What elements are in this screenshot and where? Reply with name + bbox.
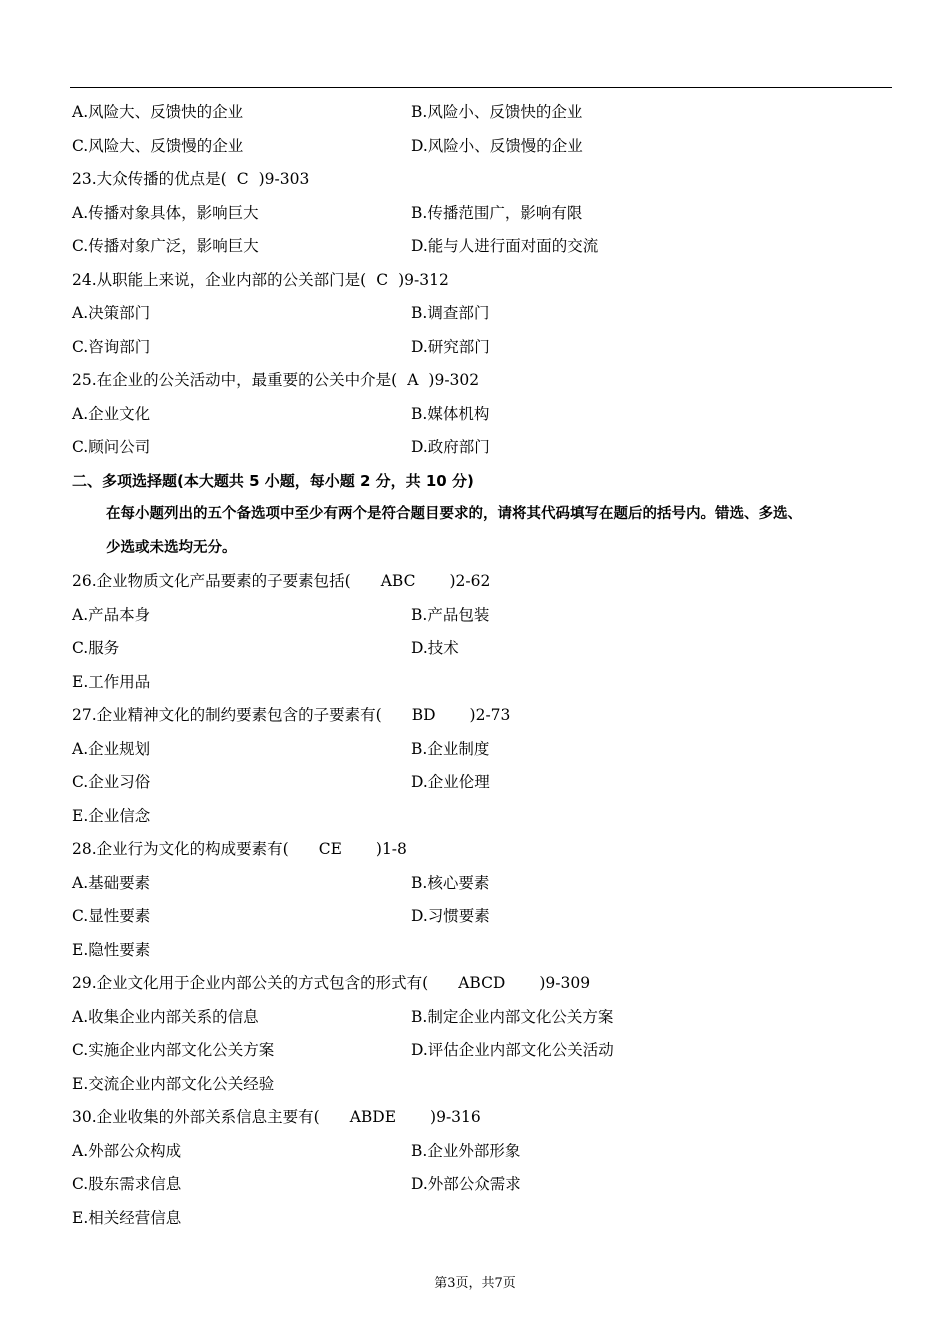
option-c: C.显性要素 bbox=[72, 907, 151, 925]
option-a: A.收集企业内部关系的信息 bbox=[72, 1007, 259, 1026]
option-a: A.企业文化 bbox=[72, 404, 151, 423]
option-c: C.企业习俗 bbox=[72, 773, 151, 791]
option-b: B.产品包装 bbox=[411, 605, 490, 624]
option-b: B.传播范围广，影响有限 bbox=[411, 203, 583, 222]
option-c: C.咨询部门 bbox=[72, 337, 151, 356]
option-a: A.企业规划 bbox=[72, 739, 151, 758]
question-ref: )9-316 bbox=[430, 1108, 481, 1126]
option-row bbox=[72, 297, 892, 331]
option-d: D.评估企业内部文化公关活动 bbox=[411, 1041, 614, 1059]
option-b: B.调查部门 bbox=[411, 304, 490, 322]
answer: C bbox=[236, 170, 249, 188]
question-stem: 26.企业物质文化产品要素的子要素包括( bbox=[72, 572, 351, 590]
option-row bbox=[72, 1168, 892, 1202]
header-rule bbox=[70, 87, 892, 88]
question-ref: )9-312 bbox=[398, 270, 449, 289]
answer: ABCD bbox=[458, 974, 506, 992]
option-d: D.政府部门 bbox=[411, 438, 490, 456]
option-row bbox=[72, 867, 892, 901]
option-c: C.风险大、反馈慢的企业 bbox=[72, 136, 244, 155]
option-c: C.顾问公司 bbox=[72, 438, 151, 456]
option-d: D.风险小、反馈慢的企业 bbox=[411, 136, 583, 155]
option-row bbox=[72, 331, 892, 365]
option-d: D.能与人进行面对面的交流 bbox=[411, 237, 599, 255]
option-d: D.研究部门 bbox=[411, 337, 490, 356]
option-a: A.传播对象具体，影响巨大 bbox=[72, 203, 259, 222]
option-row bbox=[72, 733, 892, 767]
option-row bbox=[72, 230, 892, 264]
option-row bbox=[72, 1135, 892, 1169]
question-ref: )2-62 bbox=[449, 572, 491, 590]
option-a: A.产品本身 bbox=[72, 605, 151, 624]
option-e: E.相关经营信息 bbox=[72, 1208, 182, 1227]
question-25 bbox=[72, 364, 892, 398]
option-e: E.隐性要素 bbox=[72, 940, 151, 959]
option-d: D.企业伦理 bbox=[411, 773, 490, 791]
question-28 bbox=[72, 833, 892, 867]
question-stem: 30.企业收集的外部关系信息主要有( bbox=[72, 1108, 320, 1126]
option-c: C.传播对象广泛，影响巨大 bbox=[72, 237, 259, 255]
option-row bbox=[72, 1034, 892, 1068]
answer: CE bbox=[318, 840, 342, 858]
question-ref: )9-303 bbox=[258, 170, 310, 188]
question-stem: 23.大众传播的优点是( bbox=[72, 170, 227, 188]
question-stem: 24.从职能上来说，企业内部的公关部门是( bbox=[72, 270, 367, 289]
option-e: E.企业信念 bbox=[72, 806, 151, 825]
answer: ABDE bbox=[349, 1108, 397, 1126]
question-stem: 27.企业精神文化的制约要素包含的子要素有( bbox=[72, 706, 382, 724]
page-content bbox=[72, 96, 892, 1235]
question-ref: )9-309 bbox=[539, 974, 591, 992]
option-c: C.股东需求信息 bbox=[72, 1175, 182, 1193]
option-b: B.企业外部形象 bbox=[411, 1141, 521, 1160]
option-row bbox=[72, 599, 892, 633]
option-b: B.媒体机构 bbox=[411, 404, 490, 423]
section-instructions: 在每小题列出的五个备选项中至少有两个是符合题目要求的，请将其代码填写在题后的括号内。错选、多选、 bbox=[106, 506, 802, 522]
option-e: E.工作用品 bbox=[72, 672, 151, 691]
option-c: C.服务 bbox=[72, 639, 120, 657]
option-b: B.核心要素 bbox=[411, 873, 490, 892]
option-a: A.基础要素 bbox=[72, 873, 151, 892]
option-e: E.交流企业内部文化公关经验 bbox=[72, 1074, 275, 1093]
option-row bbox=[72, 632, 892, 666]
question-24 bbox=[72, 264, 892, 298]
page-number: 第3页，共7页 bbox=[434, 1276, 516, 1291]
option-b: B.企业制度 bbox=[411, 739, 490, 758]
question-ref: )2-73 bbox=[469, 706, 511, 724]
question-stem: 25.在企业的公关活动中，最重要的公关中介是( bbox=[72, 371, 398, 389]
option-row bbox=[72, 766, 892, 800]
option-b: B.制定企业内部文化公关方案 bbox=[411, 1007, 614, 1026]
section-instructions: 少选或未选均无分。 bbox=[106, 539, 237, 556]
question-ref: )1-8 bbox=[375, 840, 407, 858]
question-27 bbox=[72, 699, 892, 733]
answer: BD bbox=[411, 706, 436, 724]
question-30 bbox=[72, 1101, 892, 1135]
question-stem: 28.企业行为文化的构成要素有( bbox=[72, 840, 289, 858]
question-29 bbox=[72, 967, 892, 1001]
option-d: D.技术 bbox=[411, 639, 459, 657]
option-d: D.习惯要素 bbox=[411, 907, 490, 925]
option-row bbox=[72, 96, 892, 130]
option-row bbox=[72, 398, 892, 432]
option-b: B.风险小、反馈快的企业 bbox=[411, 103, 583, 121]
option-d: D.外部公众需求 bbox=[411, 1175, 521, 1193]
option-row bbox=[72, 130, 892, 164]
option-a: A.风险大、反馈快的企业 bbox=[72, 103, 244, 121]
answer: A bbox=[407, 371, 419, 389]
answer: ABC bbox=[380, 572, 416, 590]
option-row bbox=[72, 1001, 892, 1035]
question-26 bbox=[72, 565, 892, 599]
option-c: C.实施企业内部文化公关方案 bbox=[72, 1041, 275, 1059]
option-row bbox=[72, 431, 892, 465]
option-row bbox=[72, 900, 892, 934]
question-23 bbox=[72, 163, 892, 197]
question-ref: )9-302 bbox=[428, 371, 480, 389]
answer: C bbox=[376, 270, 389, 289]
option-a: A.决策部门 bbox=[72, 304, 151, 322]
option-a: A.外部公众构成 bbox=[72, 1141, 182, 1160]
section-title: 二、多项选择题(本大题共 5 小题，每小题 2 分，共 10 分) bbox=[72, 471, 474, 490]
option-row bbox=[72, 197, 892, 231]
question-stem: 29.企业文化用于企业内部公关的方式包含的形式有( bbox=[72, 974, 429, 992]
